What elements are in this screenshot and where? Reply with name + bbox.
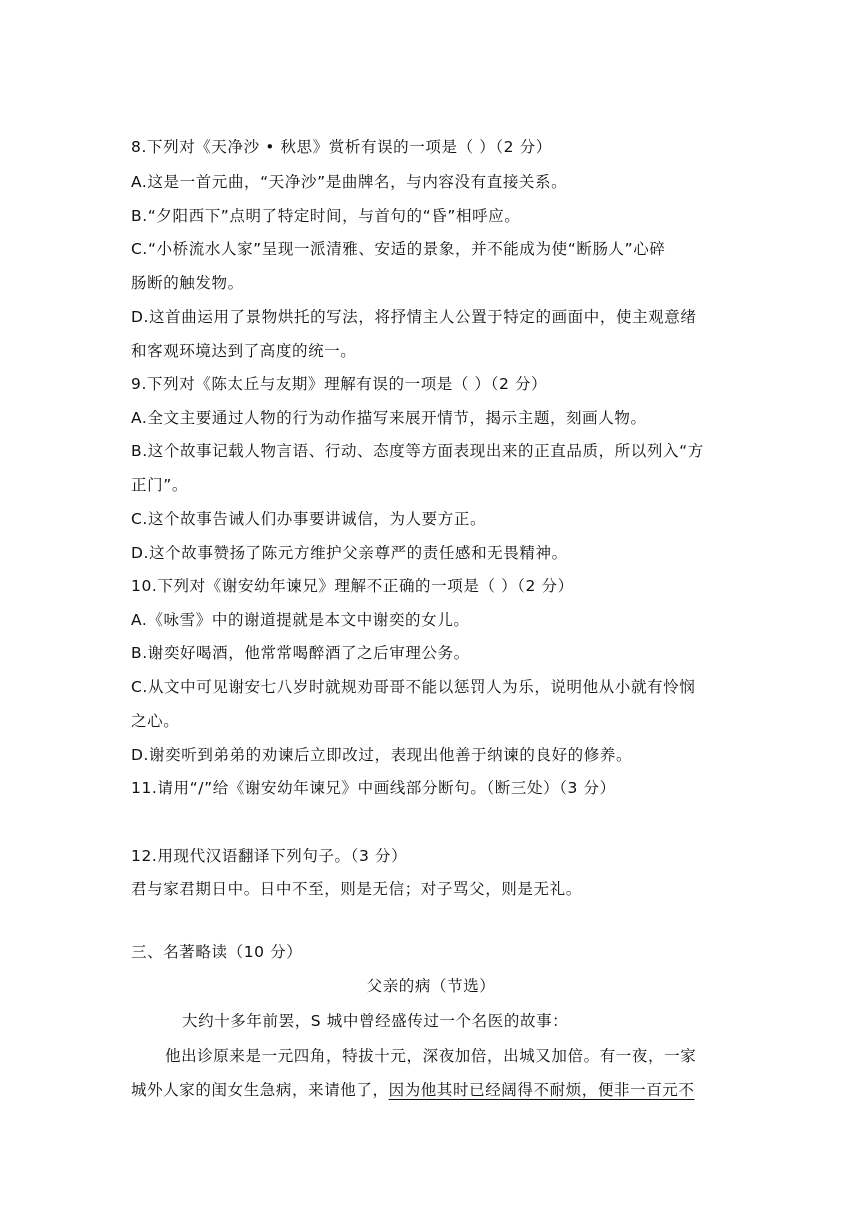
passage-paragraph-2-line1: 他出诊原来是一元四角，特拔十元，深夜加倍，出城又加倍。有一夜，一家 xyxy=(165,1047,697,1065)
question-9-option-b-line2: 正门”。 xyxy=(131,476,188,494)
question-10-option-d: D.谢奕听到弟弟的劝谏后立即改过，表现出他善于纳谏的良好的修养。 xyxy=(131,746,633,764)
question-8-option-b: B.“夕阳西下”点明了特定时间，与首句的“昏”相呼应。 xyxy=(131,207,521,225)
passage-paragraph-2-line2 xyxy=(131,1079,741,1101)
question-8-stem: 8.下列对《天净沙 • 秋思》赏析有误的一项是（ ）（2 分） xyxy=(131,138,552,156)
question-8-option-c-line2: 肠断的触发物。 xyxy=(131,274,244,292)
question-9-stem: 9.下列对《陈太丘与友期》理解有误的一项是（ ）（2 分） xyxy=(131,375,548,393)
question-8-option-d-line2: 和客观环境达到了高度的统一。 xyxy=(131,342,357,360)
question-10-option-c-line2: 之心。 xyxy=(131,712,180,730)
passage-title: 父亲的病（节选） xyxy=(366,977,496,995)
question-10-option-c-line1: C.从文中可见谢安七八岁时就规劝哥哥不能以惩罚人为乐，说明他从小就有怜悯 xyxy=(131,678,696,696)
question-9-option-a: A.全文主要通过人物的行为动作描写来展开情节，揭示主题，刻画人物。 xyxy=(131,409,647,427)
passage-paragraph-2-plain-text: 城外人家的闺女生急病，来请他了， xyxy=(131,1081,389,1099)
question-8-option-a: A.这是一首元曲，“天净沙”是曲牌名，与内容没有直接关系。 xyxy=(131,173,568,191)
question-10-option-b: B.谢奕好喝酒，他常常喝醉酒了之后审理公务。 xyxy=(131,644,470,662)
question-11-stem: 11.请用“/”给《谢安幼年谏兄》中画线部分断句。（断三处）（3 分） xyxy=(131,779,616,797)
passage-underlined-text: 因为他其时已经阔得不耐烦，便非一百元不 xyxy=(388,1081,695,1099)
question-8-option-c-line1: C.“小桥流水人家”呈现一派清雅、安适的景象，并不能成为使“断肠人”心碎 xyxy=(131,240,666,258)
section-3-heading: 三、名著略读（10 分） xyxy=(131,943,303,961)
question-9-option-c: C.这个故事告诫人们办事要讲诚信，为人要方正。 xyxy=(131,510,487,528)
question-9-option-b-line1: B.这个故事记载人物言语、行动、态度等方面表现出来的正直品质，所以列入“方 xyxy=(131,442,704,460)
question-12-stem: 12.用现代汉语翻译下列句子。（3 分） xyxy=(131,847,408,865)
question-8-option-d-line1: D.这首曲运用了景物烘托的写法，将抒情主人公置于特定的画面中，使主观意绪 xyxy=(131,308,697,326)
question-10-stem: 10.下列对《谢安幼年谏兄》理解不正确的一项是（ ）（2 分） xyxy=(131,577,574,595)
passage-paragraph-1: 大约十多年前罢，S 城中曾经盛传过一个名医的故事： xyxy=(182,1012,569,1030)
question-12-sentence: 君与家君期日中。日中不至，则是无信；对子骂父，则是无礼。 xyxy=(131,880,582,898)
question-9-option-d: D.这个故事赞扬了陈元方维护父亲尊严的责任感和无畏精神。 xyxy=(131,544,568,562)
question-10-option-a: A.《咏雪》中的谢道提就是本文中谢奕的女儿。 xyxy=(131,611,470,629)
